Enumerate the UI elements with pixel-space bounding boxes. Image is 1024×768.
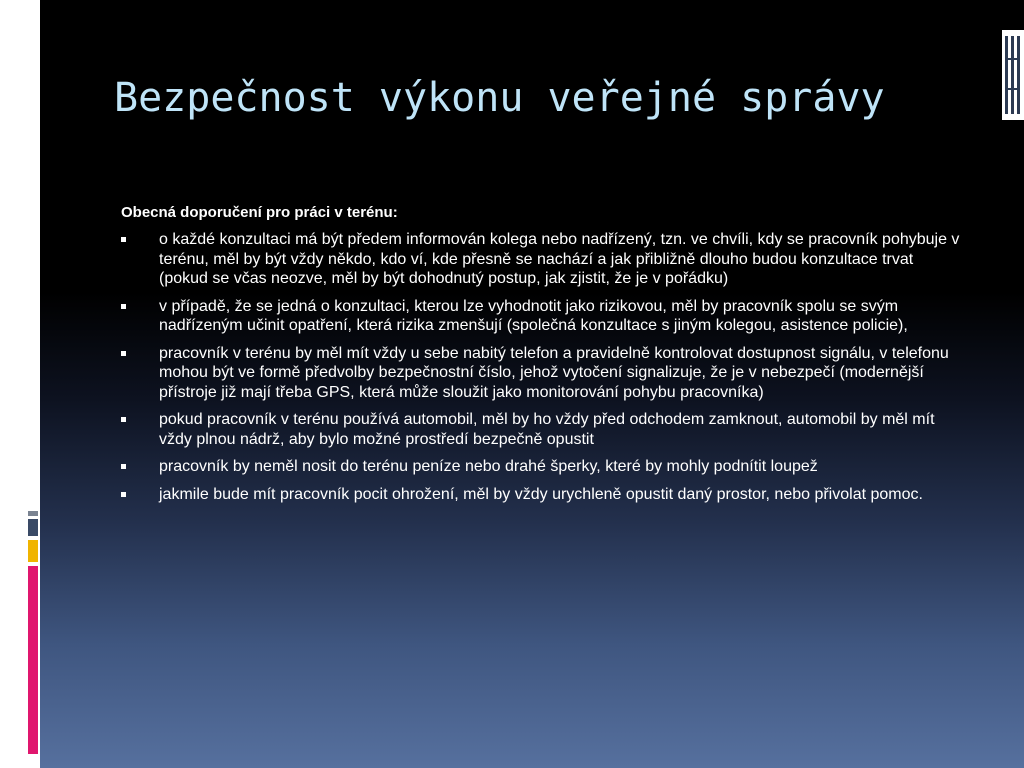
bullet-item	[121, 344, 966, 403]
bullet-text: pracovník v terénu by měl mít vždy u sebe nabitý telefon a pravidelně kontrolovat dostupnost signálu, v telefonu mohou být ve formě předvolby bezpečnostní číslo, jehož vytočení signalizuje, že je v nebezpečí (modernější přístroje již mají třeba GPS, která může sloužit jako monitorování pohybu pracovníka)	[159, 344, 949, 401]
square-bullet-icon	[121, 351, 126, 356]
accent-bar-gray	[28, 511, 38, 516]
window-panels-icon	[1002, 30, 1024, 120]
bullet-text: jakmile bude mít pracovník pocit ohrožení, měl by vždy urychleně opustit daný prostor, nebo přivolat pomoc.	[159, 485, 923, 503]
accent-bar-navy	[28, 519, 38, 536]
accent-bar-pink	[28, 566, 38, 754]
slide-title: Bezpečnost výkonu veřejné správy	[114, 75, 885, 121]
bullet-item	[121, 230, 966, 289]
slide-content	[121, 203, 966, 512]
bullet-list	[121, 230, 966, 504]
bullet-item	[121, 410, 966, 449]
square-bullet-icon	[121, 492, 126, 497]
bullet-text: pracovník by neměl nosit do terénu peníze nebo drahé šperky, které by mohly podnítit loupež	[159, 458, 818, 475]
square-bullet-icon	[121, 417, 126, 422]
bullet-text: pokud pracovník v terénu používá automobil, měl by ho vždy před odchodem zamknout, automobil by měl mít vždy plnou nádrž, aby bylo možné prostředí bezpečně opustit	[159, 411, 935, 448]
bullet-text: v případě, že se jedná o konzultaci, kterou lze vyhodnotit jako rizikovou, měl by pracovník spolu se svým nadřízeným učinit opatření, která rizika zmenšují (společná konzultace s jiným kolegou, asistence policie),	[159, 297, 908, 334]
bullet-item	[121, 485, 966, 505]
bullet-item	[121, 297, 966, 336]
square-bullet-icon	[121, 304, 126, 309]
bullet-item	[121, 457, 966, 477]
accent-bar-gold	[28, 540, 38, 562]
section-subheading: Obecná doporučení pro práci v terénu:	[121, 204, 398, 221]
square-bullet-icon	[121, 237, 126, 242]
square-bullet-icon	[121, 464, 126, 469]
bullet-text: o každé konzultaci má být předem informován kolega nebo nadřízený, tzn. ve chvíli, kdy se pracovník pohybuje v terénu, měl by být vždy někdo, kdo ví, kde přesně se nachází a jak přibližně dlouho budou konzultace trvat (pokud se včas neozve, měl by být dohodnutý postup, jak zjistit, že je v pořádku)	[159, 231, 960, 287]
